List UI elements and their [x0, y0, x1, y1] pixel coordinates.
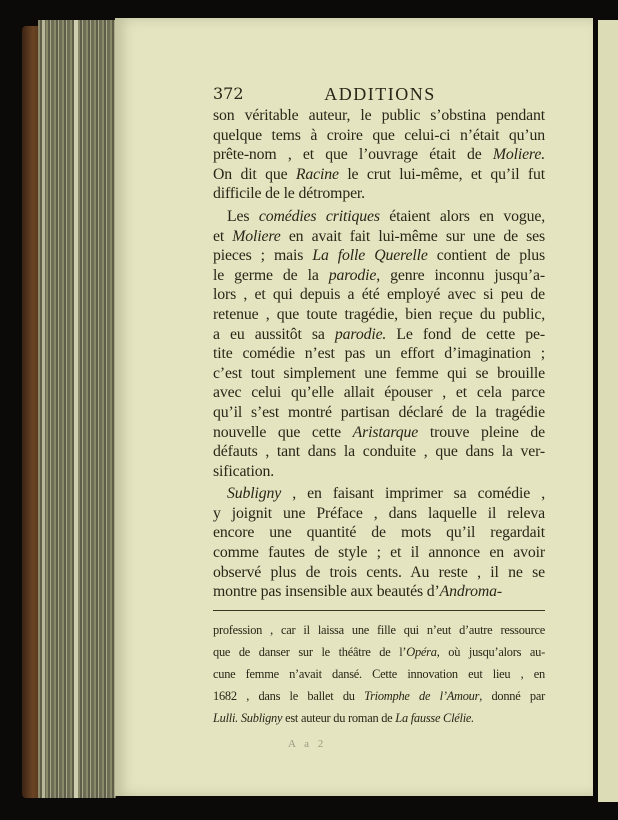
text-line [213, 504, 545, 524]
text-run: qu’il s’est montré partisan déclaré de la tragédie [213, 403, 545, 421]
text-run: montre pas insensible aux beautés d’ [213, 583, 440, 601]
text-run: retenue , que toute tragédie, bien reçue du public, [213, 305, 545, 323]
text-run: contient de plus [427, 247, 545, 265]
text-line [213, 523, 545, 543]
running-title: ADDITIONS [324, 84, 436, 104]
text-run: , où jusqu’alors au- [436, 645, 545, 659]
text-line [213, 126, 545, 146]
text-run: que de danser sur le théâtre de l’ [213, 645, 407, 659]
italic-text: parodie. [334, 325, 387, 343]
text-run: avec celui qu’elle allait épouser , et cela parce [213, 384, 545, 402]
text-line [213, 641, 545, 663]
text-line [213, 325, 545, 345]
text-line [213, 543, 545, 563]
text-run: , en faisant imprimer sa comédie , [281, 485, 545, 503]
footnote-text [213, 619, 545, 729]
text-run: défauts , tant dans la conduite , que dans la ver- [213, 443, 545, 461]
text-run: nouvelle que cette [213, 423, 353, 441]
facing-page-edge [598, 20, 618, 802]
text-run: étaient alors en vogue, [379, 207, 545, 225]
text-run: Les [227, 207, 259, 225]
italic-text: La folle Querelle [312, 247, 428, 265]
text-run: son véritable auteur, le public s’obstina pendant [213, 107, 545, 124]
italic-text: comédies critiques [258, 207, 380, 225]
text-line [213, 383, 545, 403]
text-run: , donné par [479, 689, 545, 703]
text-line [213, 484, 545, 504]
text-line [213, 423, 545, 443]
text-run: trouve pleine de [418, 423, 545, 441]
text-line [213, 442, 545, 462]
text-run: profession , car il laissa une fille qui n’eut d’autre ressource [213, 623, 545, 637]
text-line [213, 246, 545, 266]
text-run: comme fautes de style ; et il annonce en avoir [213, 544, 545, 562]
text-run: encore une quantité de mots qu’il regardait [213, 524, 545, 542]
page-edges [38, 20, 116, 798]
text-line [213, 227, 545, 247]
italic-text: Triomphe de l’Amour [364, 689, 480, 703]
text-line [213, 305, 545, 325]
text-run: Le fond de cette pe- [386, 325, 545, 343]
text-line [213, 685, 545, 707]
text-run: On dit que [213, 165, 296, 183]
text-run: , genre inconnu jusqu’a- [376, 266, 545, 284]
italic-text: La fausse Clélie. [395, 711, 474, 725]
text-line [213, 619, 545, 641]
text-run: cune femme n’avait dansé. Cette innovation eut lieu , en [213, 667, 545, 681]
italic-text: Moliere. [492, 146, 545, 164]
italic-text: Opéra [406, 645, 437, 659]
italic-text: Subligny [227, 485, 282, 503]
text-run: tite comédie n’est pas un effort d’imagination ; [213, 345, 545, 363]
text-line [213, 364, 545, 384]
footnote-rule [213, 610, 545, 611]
text-run: observé plus de trois cents. Au reste , il ne se [213, 563, 545, 581]
text-run: le crut lui-même, et qu’il fut [338, 165, 545, 183]
text-line [213, 582, 545, 602]
running-header [213, 84, 547, 106]
italic-text: Lulli. Subligny [213, 711, 283, 725]
show-through-signature: A a 2 [288, 738, 327, 750]
text-run: 1682 , dans le ballet du [213, 689, 365, 703]
text-run: pieces ; mais [213, 247, 313, 265]
text-run: et [213, 227, 233, 245]
text-run: le germe de la [213, 266, 329, 284]
text-line [213, 707, 545, 729]
text-line [213, 344, 545, 364]
text-run: difficile de le détromper. [213, 185, 365, 203]
body-text [213, 106, 545, 602]
text-line [213, 106, 545, 126]
text-line [213, 285, 545, 305]
italic-text: Androma- [439, 583, 502, 601]
text-run: lors , et qui depuis a été employé avec si peu de [213, 286, 545, 304]
text-run: sification. [213, 462, 275, 480]
italic-text: Racine [295, 165, 339, 183]
page-number: 372 [213, 84, 244, 103]
text-line [213, 462, 545, 482]
text-run: y joignit une Préface , dans laquelle il releva [213, 504, 545, 522]
text-run: est auteur du roman de [282, 711, 396, 725]
italic-text: parodie [328, 266, 377, 284]
text-run: a eu aussitôt sa [213, 325, 335, 343]
text-line [213, 403, 545, 423]
text-run: c’est tout simplement une femme qui se brouille [213, 364, 545, 382]
text-line [213, 207, 545, 227]
italic-text: Aristarque [352, 423, 419, 441]
text-line [213, 165, 545, 185]
italic-text: Moliere [232, 227, 281, 245]
text-line [213, 266, 545, 286]
text-line [213, 145, 545, 165]
text-line [213, 563, 545, 583]
text-run: quelque tems à croire que celui-ci n’était qu’un [213, 126, 545, 144]
text-line [213, 663, 545, 685]
text-run: en avait fait lui-même sur une de ses [280, 227, 546, 245]
text-line [213, 184, 545, 204]
text-run: prête-nom , et que l’ouvrage était de [213, 146, 493, 164]
